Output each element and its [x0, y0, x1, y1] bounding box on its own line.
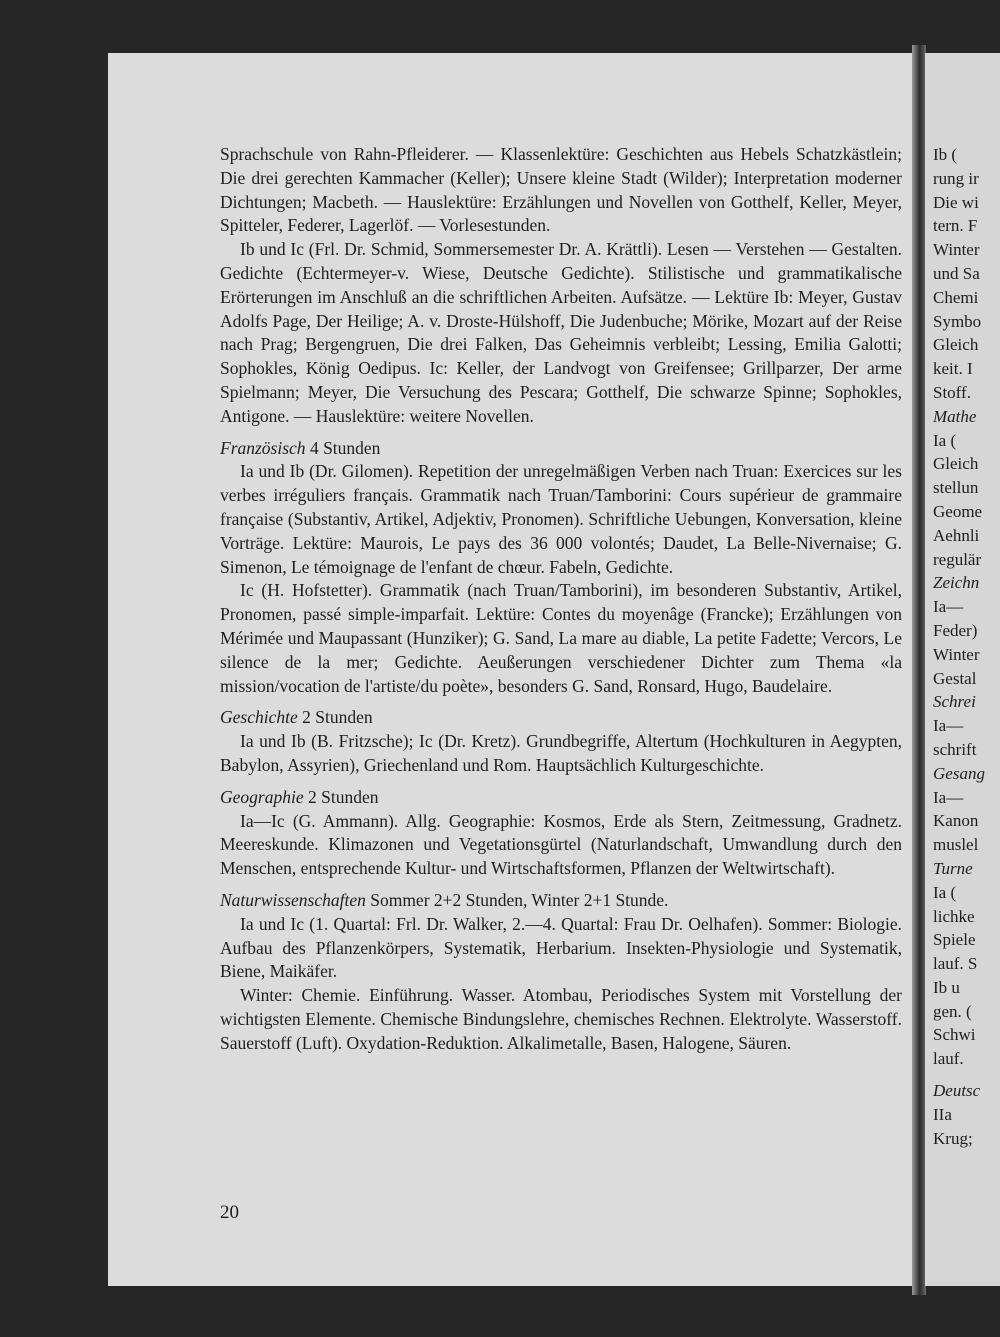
fragment-line: Chemi	[933, 287, 979, 307]
fragment-line: Stoff.	[933, 382, 971, 402]
fragment-line: muslel	[933, 835, 979, 855]
section-heading	[220, 786, 902, 810]
book-gutter	[912, 45, 926, 1295]
fragment-line: IIa	[933, 1104, 952, 1124]
fragment-heading: Gesang	[933, 763, 985, 783]
page-text	[220, 143, 902, 1055]
fragment-line: Winter	[933, 644, 980, 664]
fragment-line: schrift	[933, 739, 977, 759]
section-subject: Französisch	[220, 437, 306, 458]
section-subject: Geschichte	[220, 707, 298, 728]
fragment-line: Kanon	[933, 811, 979, 831]
fragment-line: keit. I	[933, 359, 973, 379]
fragment-line: Aehnli	[933, 525, 980, 545]
fragment-line: und Sa	[933, 263, 980, 283]
fragment-heading: Turne	[933, 858, 973, 878]
section-hours: Sommer 2+2 Stunden, Winter 2+1 Stunde.	[370, 889, 669, 910]
fragment-line: Symbo	[933, 311, 982, 331]
fragment-line: Feder)	[933, 620, 978, 640]
fragment-line: tern. F	[933, 216, 978, 236]
paragraph: Ic (H. Hofstetter). Grammatik (nach Truan/Tamborini), im besonderen Substantiv, Artikel, Pronomen, passé simple-imparfait. Lektüre: Contes du moyenâge (Francke); Erzählungen von Mérimée und Maupassant (Hunziker); G. Sand, La mare au diable, La petite Fadette; Vercors, Le silence de la mer; Gedichte. Aeußerungen verschiedener Dichter zum Thema «la mission/vocation de l'artiste/du poète», besonders G. Sand, Ronsard, Hugo, Baudelaire.	[220, 580, 902, 696]
fragment-line: Geome	[933, 501, 983, 521]
paragraph: Sprachschule von Rahn-Pfleiderer. — Klassenlektüre: Geschichten aus Hebels Schatzkästlein; Die drei gerechten Kammacher (Keller); Unsere kleine Stadt (Wilder); Interpretation moderner Dichtungen; Macbeth. — Hauslektüre: Erzählungen und Novellen von Gotthelf, Keller, Meyer, Spitteler, Federer, Lagerlöf. — Vorlesestunden.	[220, 144, 902, 236]
section-heading	[220, 706, 902, 730]
fragment-heading: Schrei	[933, 692, 976, 712]
fragment-line: Ia—	[933, 597, 964, 617]
section-heading	[220, 437, 902, 461]
fragment-line: Ib u	[933, 977, 960, 997]
fragment-heading: Mathe	[933, 406, 977, 426]
fragment-line: lichke	[933, 906, 975, 926]
fragment-line: lauf.	[933, 1049, 964, 1069]
fragment-line: regulär	[933, 549, 982, 569]
paragraph: Winter: Chemie. Einführung. Wasser. Atombau, Periodisches System mit Vorstellung der wichtigsten Elemente. Chemische Bindungslehre, chemisches Rechnen. Elektrolyte. Wasserstoff. Sauerstoff (Luft). Oxydation-Reduktion. Alkalimetalle, Basen, Halogene, Säuren.	[220, 985, 902, 1053]
paragraph: Ia—Ic (G. Ammann). Allg. Geographie: Kosmos, Erde als Stern, Zeitmessung, Gradnetz. Meereskunde. Klimazonen und Vegetationsgürtel (Naturlandschaft, Umwandlung durch den Menschen, entsprechende Kultur- und Wirtschaftsformen, Pflanzen der Weltwirtschaft).	[220, 810, 902, 879]
fragment-line: Schwi	[933, 1025, 976, 1045]
fragment-line: Gleich	[933, 335, 979, 355]
section-subject: Geographie	[220, 786, 304, 807]
paragraph: Ia und Ib (Dr. Gilomen). Repetition der unregelmäßigen Verben nach Truan: Exercices sur les verbes irréguliers français. Grammatik nach Truan/Tamborini: Cours supérieur de grammaire française (Substantiv, Artikel, Adjektiv, Pronomen). Schriftliche Uebungen, Konversation, kleine Vorträge. Lektüre: Maurois, Le pays des 36 000 volontés; Daudet, La Belle-Nivernaise; G. Simenon, Le témoignage de l'enfant de chœur. Fabeln, Gedichte.	[220, 461, 902, 577]
fragment-line: Ia (	[933, 430, 957, 450]
right-page-text	[933, 143, 1000, 1150]
fragment-line: gen. (	[933, 1001, 972, 1021]
page-number: 20	[220, 1202, 239, 1223]
section-hours: 4 Stunden	[309, 437, 381, 458]
paragraph: Ib und Ic (Frl. Dr. Schmid, Sommersemester Dr. A. Krättli). Lesen — Verstehen — Gestalten. Gedichte (Echtermeyer-v. Wiese, Deutsche Gedichte). Stilistische und grammatikalische Erörterungen im Anschluß an die schriftlichen Arbeiten. Aufsätze. — Lektüre Ib: Meyer, Gustav Adolfs Page, Der Heilige; A. v. Droste-Hülshoff, Die Judenbuche; Mörike, Mozart auf der Reise nach Prag; Bergengruen, Die drei Falken, Das Geheimnis verbleibt; Lessing, Emilia Galotti; Sophokles, König Oedipus. Ic: Keller, der Landvogt von Greifensee; Grillparzer, Der arme Spielmann; Meyer, Die Versuchung des Pescara; Gotthelf, Die schwarze Spinne; Sophokles, Antigone. — Hauslektüre: weitere Novellen.	[220, 239, 902, 426]
paragraph: Ia und Ib (B. Fritzsche); Ic (Dr. Kretz). Grundbegriffe, Altertum (Hochkulturen in Aegypten, Babylon, Assyrien), Griechenland und Rom. Hauptsächlich Kulturgeschichte.	[220, 731, 902, 775]
fragment-line: Gestal	[933, 668, 977, 688]
fragment-heading: Deutsc	[933, 1081, 981, 1101]
section-subject: Naturwissenschaften	[220, 889, 366, 910]
fragment-line: rung ir	[933, 168, 979, 188]
fragment-line: Winter	[933, 240, 980, 260]
section-heading	[220, 889, 902, 913]
fragment-line: Ia—	[933, 716, 964, 736]
fragment-heading: Zeichn	[933, 573, 980, 593]
fragment-line: Spiele	[933, 930, 976, 950]
fragment-line: stellun	[933, 478, 979, 498]
section-hours: 2 Stunden	[302, 707, 373, 728]
fragment-line: Die wi	[933, 192, 979, 212]
fragment-line: lauf. S	[933, 954, 978, 974]
paragraph: Ia und Ic (1. Quartal: Frl. Dr. Walker, 2.—4. Quartal: Frau Dr. Oelhafen). Sommer: Biologie. Aufbau des Pflanzenkörpers, Systematik, Herbarium. Insekten-Physiologie und Systematik, Biene, Maikäfer.	[220, 913, 902, 982]
section-hours: 2 Stunden	[307, 786, 379, 807]
fragment-line: Gleich	[933, 454, 979, 474]
fragment-line: Krug;	[933, 1128, 973, 1148]
fragment-line: Ia (	[933, 882, 957, 902]
fragment-line: Ia—	[933, 787, 964, 807]
fragment-line: Ib (	[933, 145, 958, 164]
